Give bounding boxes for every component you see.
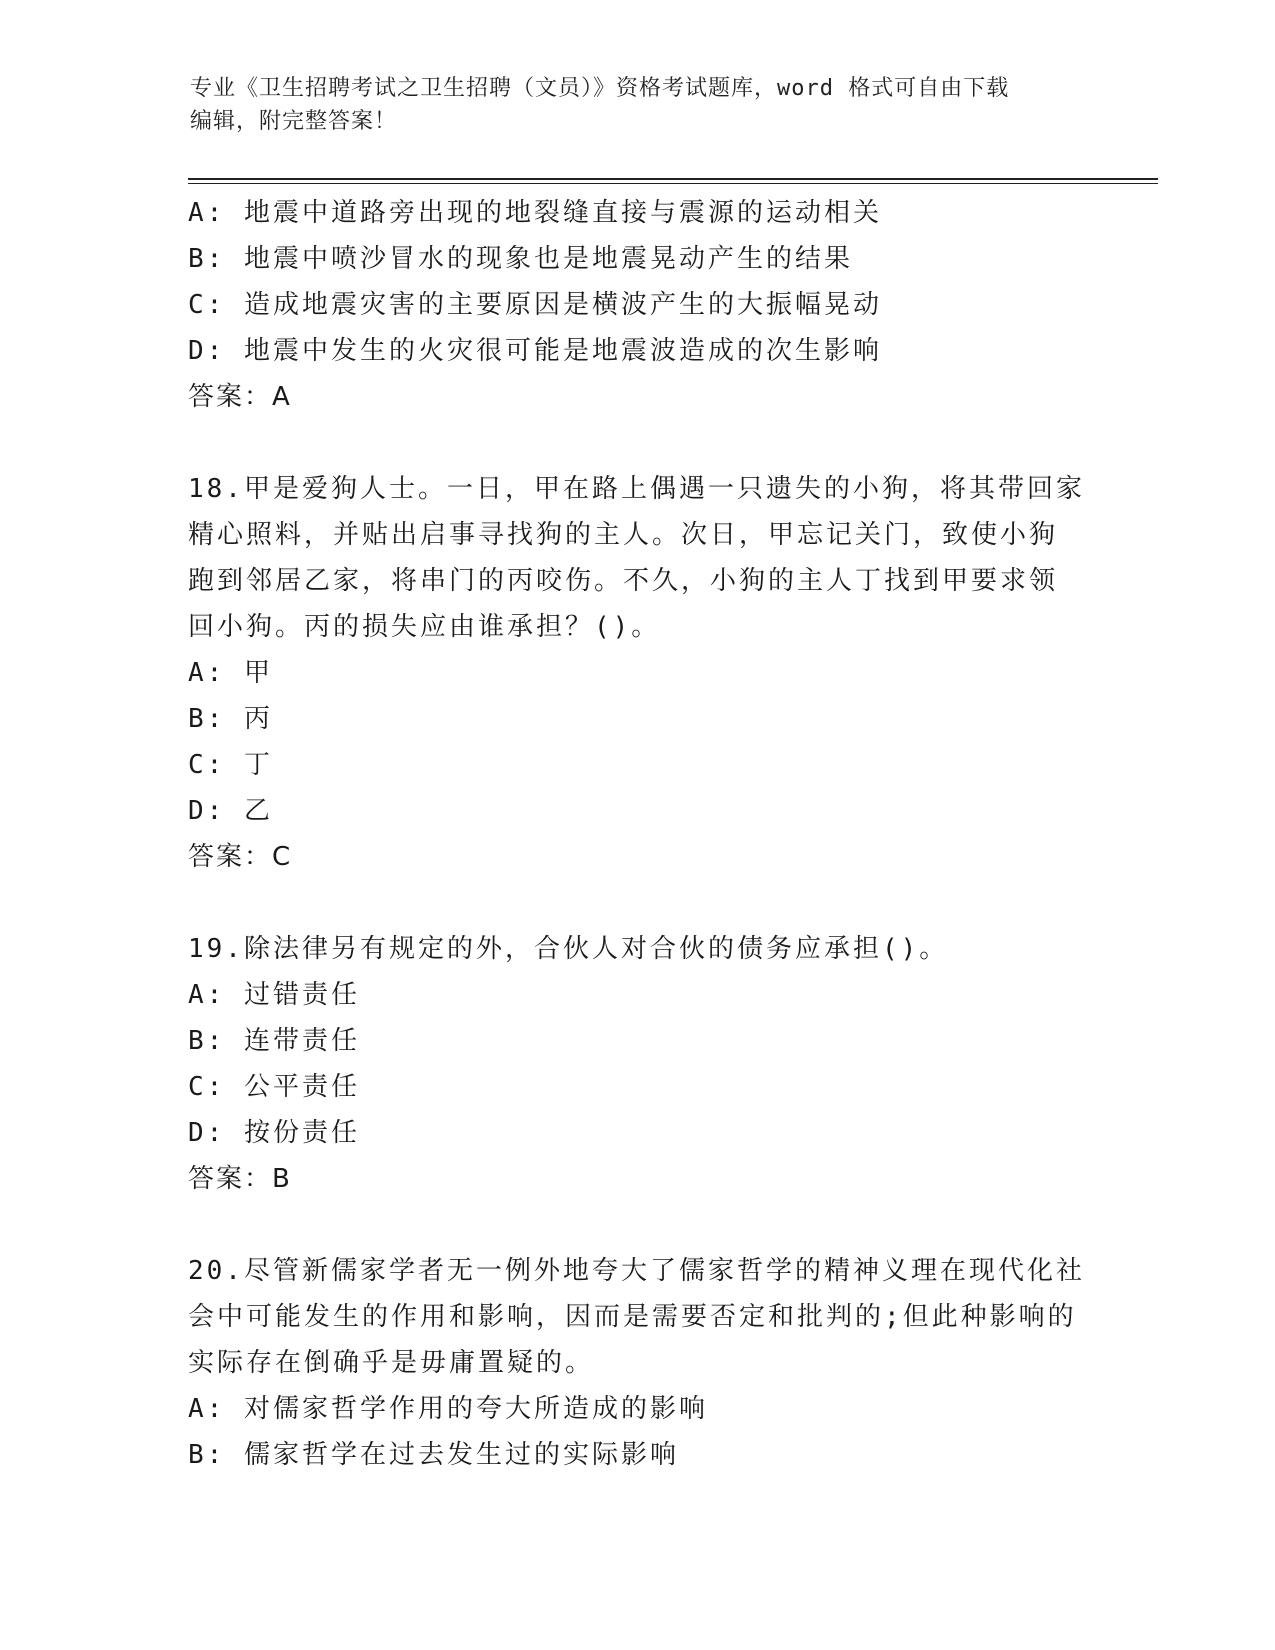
question-17 [188,190,1088,420]
question-text-line: 19.除法律另有规定的外，合伙人对合伙的债务应承担()。 [188,934,949,964]
header-rule-thick [188,178,1158,180]
question-20 [188,1248,1088,1478]
option-a: A: 过错责任 [188,980,360,1010]
question-19 [188,926,1088,1202]
option-b: B: 丙 [188,704,273,734]
answer-label: 答案：C [188,842,293,872]
option-c: C: 丁 [188,750,273,780]
option-c: C: 造成地震灾害的主要原因是横波产生的大振幅晃动 [188,290,882,320]
option-d: D: 地震中发生的火灾很可能是地震波造成的次生影响 [188,336,882,366]
option-b: B: 连带责任 [188,1026,360,1056]
option-d: D: 乙 [188,796,273,826]
option-b: B: 儒家哲学在过去发生过的实际影响 [188,1440,679,1470]
option-d: D: 按份责任 [188,1118,360,1148]
question-text-line: 实际存在倒确乎是毋庸置疑的。 [188,1348,595,1378]
question-18 [188,466,1088,880]
question-text-line: 回小狗。丙的损失应由谁承担？()。 [188,612,661,642]
question-text-line: 精心照料，并贴出启事寻找狗的主人。次日，甲忘记关门，致使小狗 [188,520,1059,550]
question-text-line: 会中可能发生的作用和影响，因而是需要否定和批判的;但此种影响的 [188,1302,1077,1332]
question-content [188,190,1088,1478]
header-line-2: 编辑，附完整答案！ [190,109,398,134]
option-c: C: 公平责任 [188,1072,360,1102]
header-rule-thin [188,183,1158,184]
document-header [190,72,1090,138]
header-line-1: 专业《卫生招聘考试之卫生招聘（文员）》资格考试题库，word 格式可自由下载 [190,76,1010,101]
answer-label: 答案：A [188,382,292,412]
option-a: A: 地震中道路旁出现的地裂缝直接与震源的运动相关 [188,198,882,228]
option-b: B: 地震中喷沙冒水的现象也是地震晃动产生的结果 [188,244,853,274]
answer-label: 答案：B [188,1164,292,1194]
question-text-line: 18.甲是爱狗人士。一日，甲在路上偶遇一只遗失的小狗，将其带回家 [188,474,1085,504]
option-a: A: 甲 [188,658,273,688]
question-text-line: 20.尽管新儒家学者无一例外地夸大了儒家哲学的精神义理在现代化社 [188,1256,1085,1286]
option-a: A: 对儒家哲学作用的夸大所造成的影响 [188,1394,708,1424]
question-text-line: 跑到邻居乙家，将串门的丙咬伤。不久，小狗的主人丁找到甲要求领 [188,566,1059,596]
